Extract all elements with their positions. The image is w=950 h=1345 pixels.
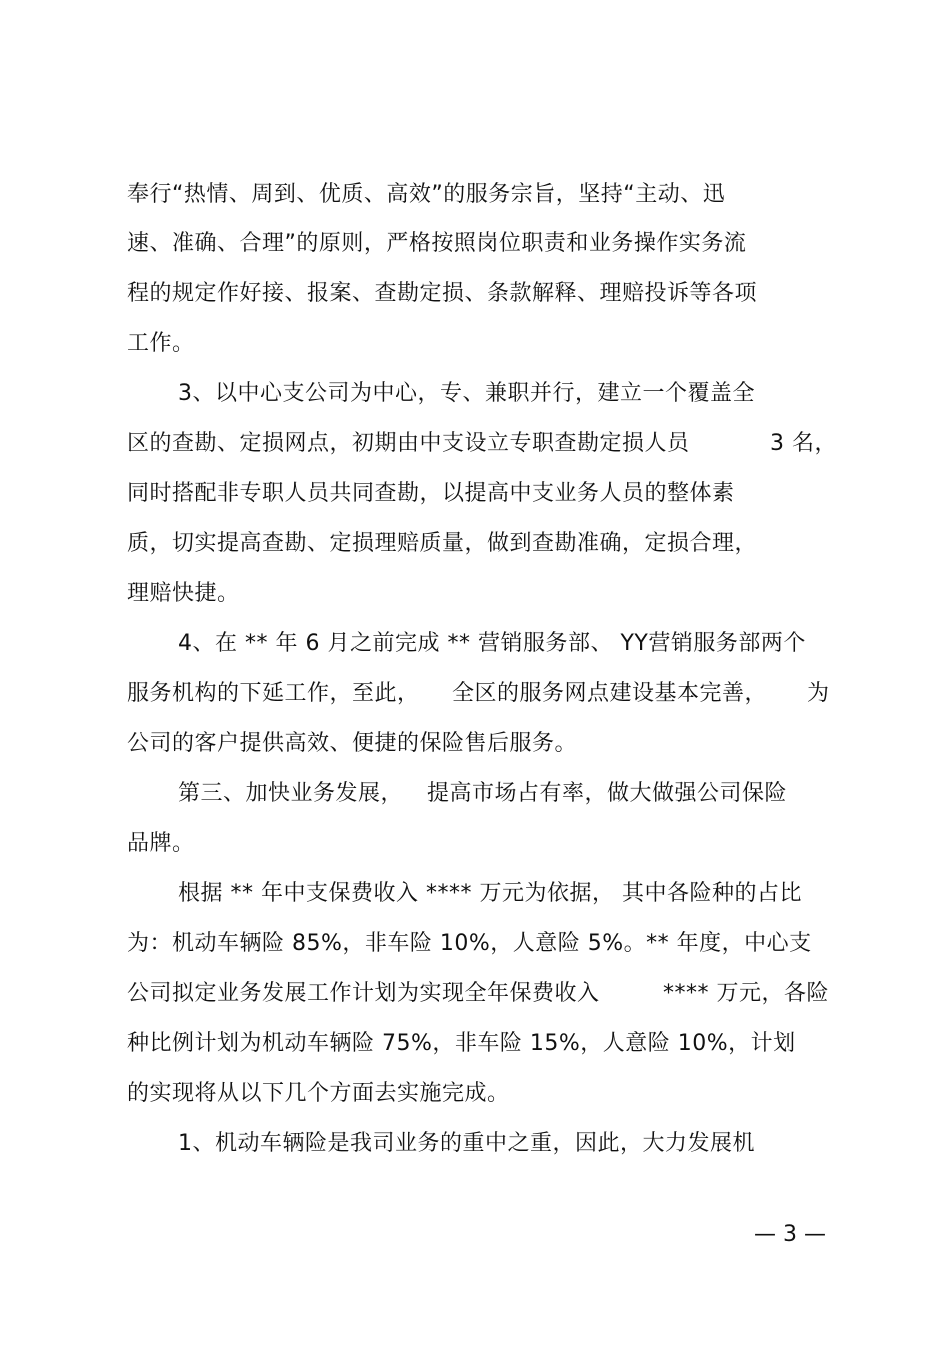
text-line: 第三、加快业务发展， (178, 781, 404, 806)
text-line: 的实现将从以下几个方面去实施完成。 (127, 1081, 510, 1106)
text-line: 根据 ** 年中支保费收入 **** 万元为依据， 其中各险种的占比 (178, 881, 802, 906)
text-line: 服务机构的下延工作，至此， (127, 681, 420, 706)
text-line: 全区的服务网点建设基本完善， (452, 681, 768, 706)
text-line: 品牌。 (127, 831, 195, 856)
text-line: **** 万元，各险 (663, 981, 829, 1006)
text-line: 种比例计划为机动车辆险 75%，非车险 15%，人意险 10%，计划 (127, 1031, 796, 1056)
text-line: 公司的客户提供高效、便捷的保险售后服务。 (127, 731, 578, 756)
text-line: 工作。 (127, 331, 195, 356)
text-line: 质，切实提高查勘、定损理赔质量，做到查勘准确，定损合理， (127, 531, 758, 556)
text-line: 为 (807, 681, 830, 706)
page-number: — 3 — (754, 1222, 826, 1247)
text-line: 提高市场占有率，做大做强公司保险 (427, 781, 788, 806)
text-line: 同时搭配非专职人员共同查勘，以提高中支业务人员的整体素 (127, 481, 735, 506)
text-line: 理赔快捷。 (127, 581, 240, 606)
text-line: 3 名， (770, 431, 837, 456)
text-line: 4、在 ** 年 6 月之前完成 ** 营销服务部、 YY营销服务部两个 (178, 631, 806, 656)
text-line: 程的规定作好接、报案、查勘定损、条款解释、理赔投诉等各项 (127, 281, 758, 306)
text-line: 奉行“热情、周到、优质、高效”的服务宗旨，坚持“主动、迅 (127, 182, 726, 207)
text-line: 速、准确、合理”的原则，严格按照岗位职责和业务操作实务流 (127, 231, 747, 256)
text-line: 1、机动车辆险是我司业务的重中之重，因此，大力发展机 (178, 1131, 755, 1156)
text-line: 为：机动车辆险 85%，非车险 10%，人意险 5%。** 年度，中心支 (127, 931, 812, 956)
text-line: 公司拟定业务发展工作计划为实现全年保费收入 (127, 981, 600, 1006)
text-line: 3、以中心支公司为中心，专、兼职并行，建立一个覆盖全 (178, 381, 755, 406)
text-line: 区的查勘、定损网点，初期由中支设立专职查勘定损人员 (127, 431, 690, 456)
